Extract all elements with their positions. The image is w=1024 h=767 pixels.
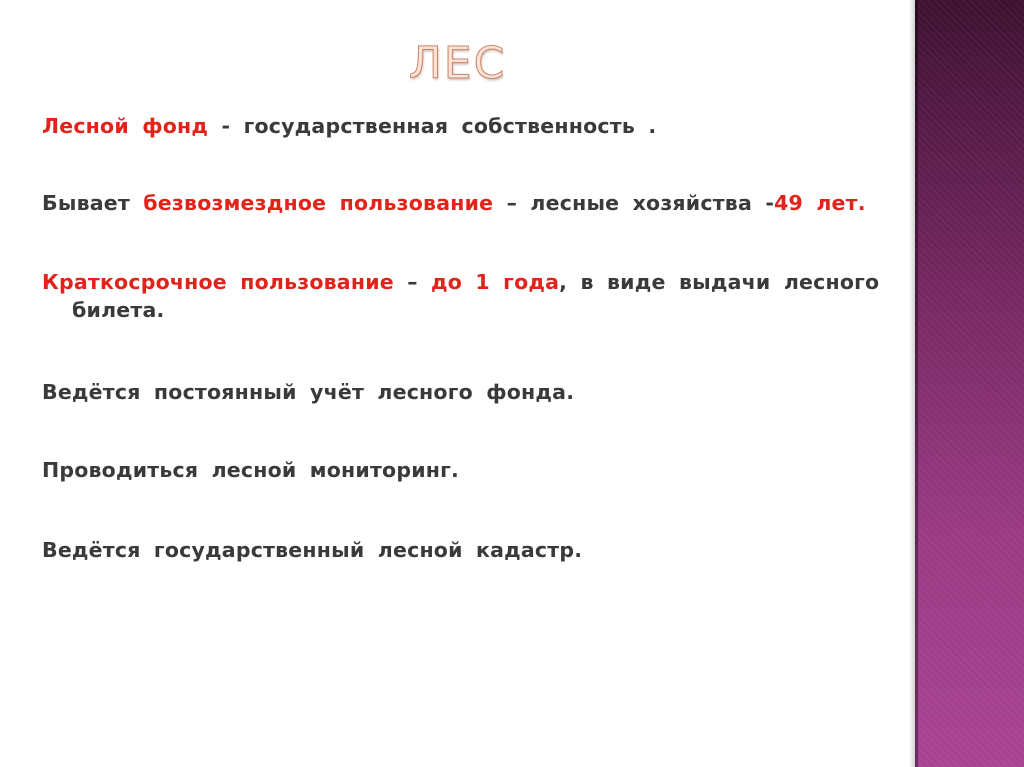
paragraph-free-use xyxy=(42,189,892,217)
paragraph-forest-fund xyxy=(42,112,892,140)
body-text: Ведётся постоянный учёт лесного фонда. xyxy=(42,380,575,404)
highlight-text: Лесной фонд xyxy=(42,114,209,138)
body-text: - государственная собственность . xyxy=(208,114,657,138)
highlight-text: безвозмездное пользование xyxy=(143,191,494,215)
body-text: – xyxy=(393,270,431,294)
paragraph-cadastre xyxy=(42,536,892,564)
decorative-side-band xyxy=(915,0,1024,767)
highlight-text: Краткосрочное пользование xyxy=(42,270,394,294)
body-text: , в виде выдачи лесного xyxy=(559,270,880,294)
body-text-continuation: билета. xyxy=(72,298,165,322)
body-text: Бывает xyxy=(42,191,144,215)
paragraph-short-term-use xyxy=(42,268,892,324)
paragraph-accounting xyxy=(42,378,892,406)
slide-title: ЛЕС xyxy=(408,38,507,89)
body-text: Проводиться лесной мониторинг. xyxy=(42,458,460,482)
highlight-text: 49 лет. xyxy=(774,191,866,215)
highlight-text: до 1 года xyxy=(431,270,560,294)
paragraph-monitoring xyxy=(42,456,892,484)
body-text: – лесные хозяйства - xyxy=(493,191,775,215)
body-text: Ведётся государственный лесной кадастр. xyxy=(42,538,583,562)
